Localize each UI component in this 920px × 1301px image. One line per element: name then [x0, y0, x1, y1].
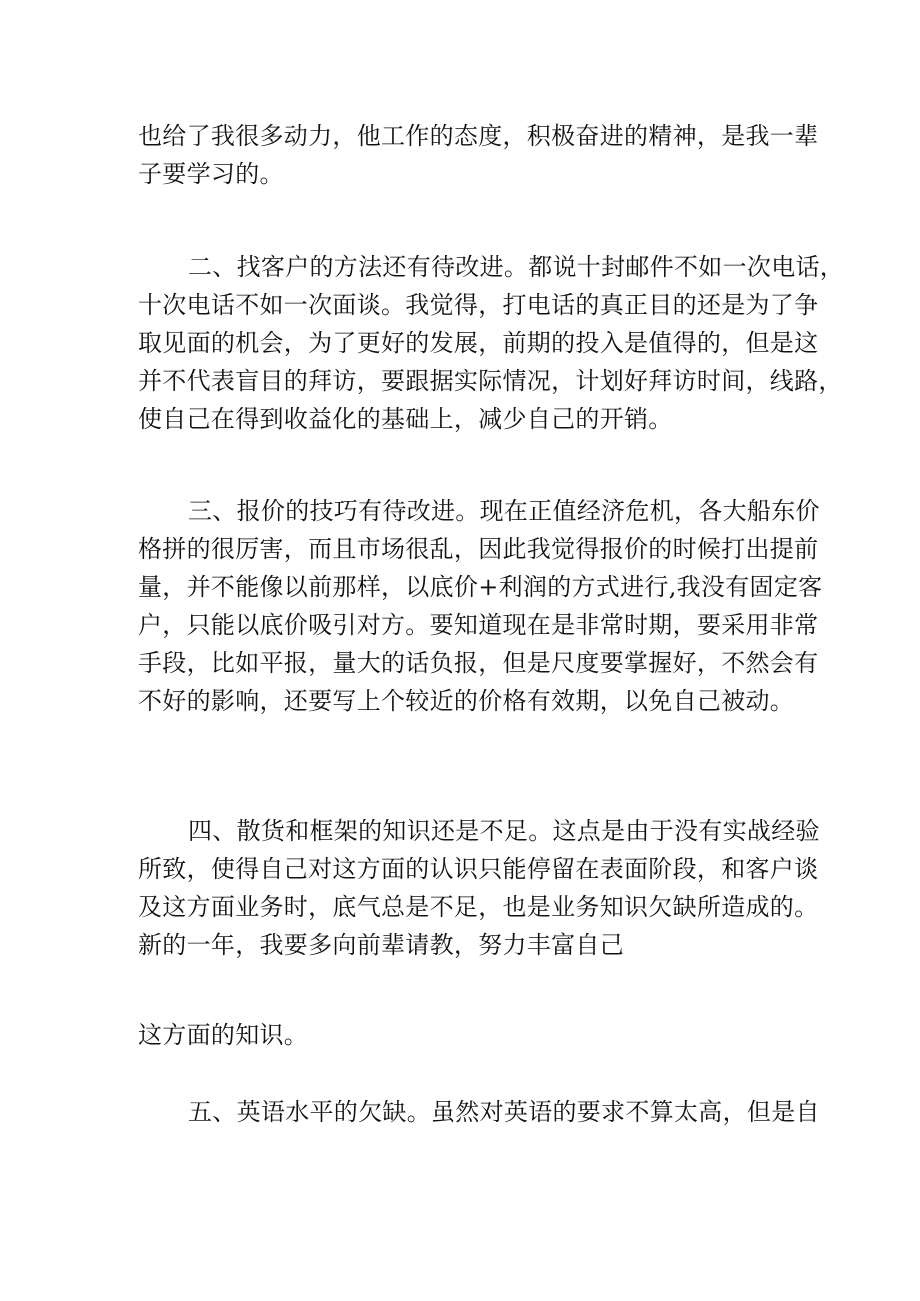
text-line: 五、英语水平的欠缺。虽然对英语的要求不算太高，但是自 [188, 1098, 820, 1126]
text-line: 及这方面业务时，底气总是不足，也是业务知识欠缺所造成的。 [138, 893, 819, 921]
text-line: 新的一年，我要多向前辈请教，努力丰富自己 [138, 931, 624, 959]
text-line: 取见面的机会，为了更好的发展，前期的投入是值得的，但是这 [138, 329, 819, 357]
text-line: 户，只能以底价吸引对方。要知道现在是非常时期，要采用非常 [138, 611, 819, 639]
text-line: 并不代表盲目的拜访，要跟据实际情况，计划好拜访时间，线路， [138, 367, 843, 395]
text-line: 十次电话不如一次面谈。我觉得，打电话的真正目的还是为了争 [138, 291, 819, 319]
paragraph-section-4 [138, 812, 820, 964]
paragraph-continuation [138, 117, 819, 193]
text-line: 手段，比如平报，量大的话负报，但是尺度要掌握好，不然会有 [138, 649, 819, 677]
text-line: 格拼的很厉害，而且市场很乱，因此我觉得报价的时候打出提前 [138, 535, 819, 563]
text-line: 所致，使得自己对这方面的认识只能停留在表面阶段，和客户谈 [138, 855, 819, 883]
text-line: 四、散货和框架的知识还是不足。这点是由于没有实战经验 [188, 817, 820, 845]
text-line: 三、报价的技巧有待改进。现在正值经济危机，各大船东价 [188, 497, 820, 525]
paragraph-section-2 [138, 248, 845, 438]
paragraph-section-5 [138, 1093, 820, 1131]
text-line: 二、找客户的方法还有待改进。都说十封邮件不如一次电话， [188, 253, 845, 281]
text-line: 也给了我很多动力，他工作的态度，积极奋进的精神，是我一辈 [138, 122, 819, 150]
paragraph-section-3 [138, 492, 823, 720]
text-line: 这方面的知识。 [138, 1021, 309, 1049]
text-line: 不好的影响，还要写上个较近的价格有效期，以免自己被动。 [138, 687, 795, 715]
text-line: 量，并不能像以前那样，以底价+利润的方式进行,我没有固定客 [138, 573, 823, 601]
text-line: 使自己在得到收益化的基础上，减少自己的开销。 [138, 405, 673, 433]
paragraph-section-4-tail [138, 1016, 798, 1054]
text-line: 子要学习的。 [138, 160, 284, 188]
